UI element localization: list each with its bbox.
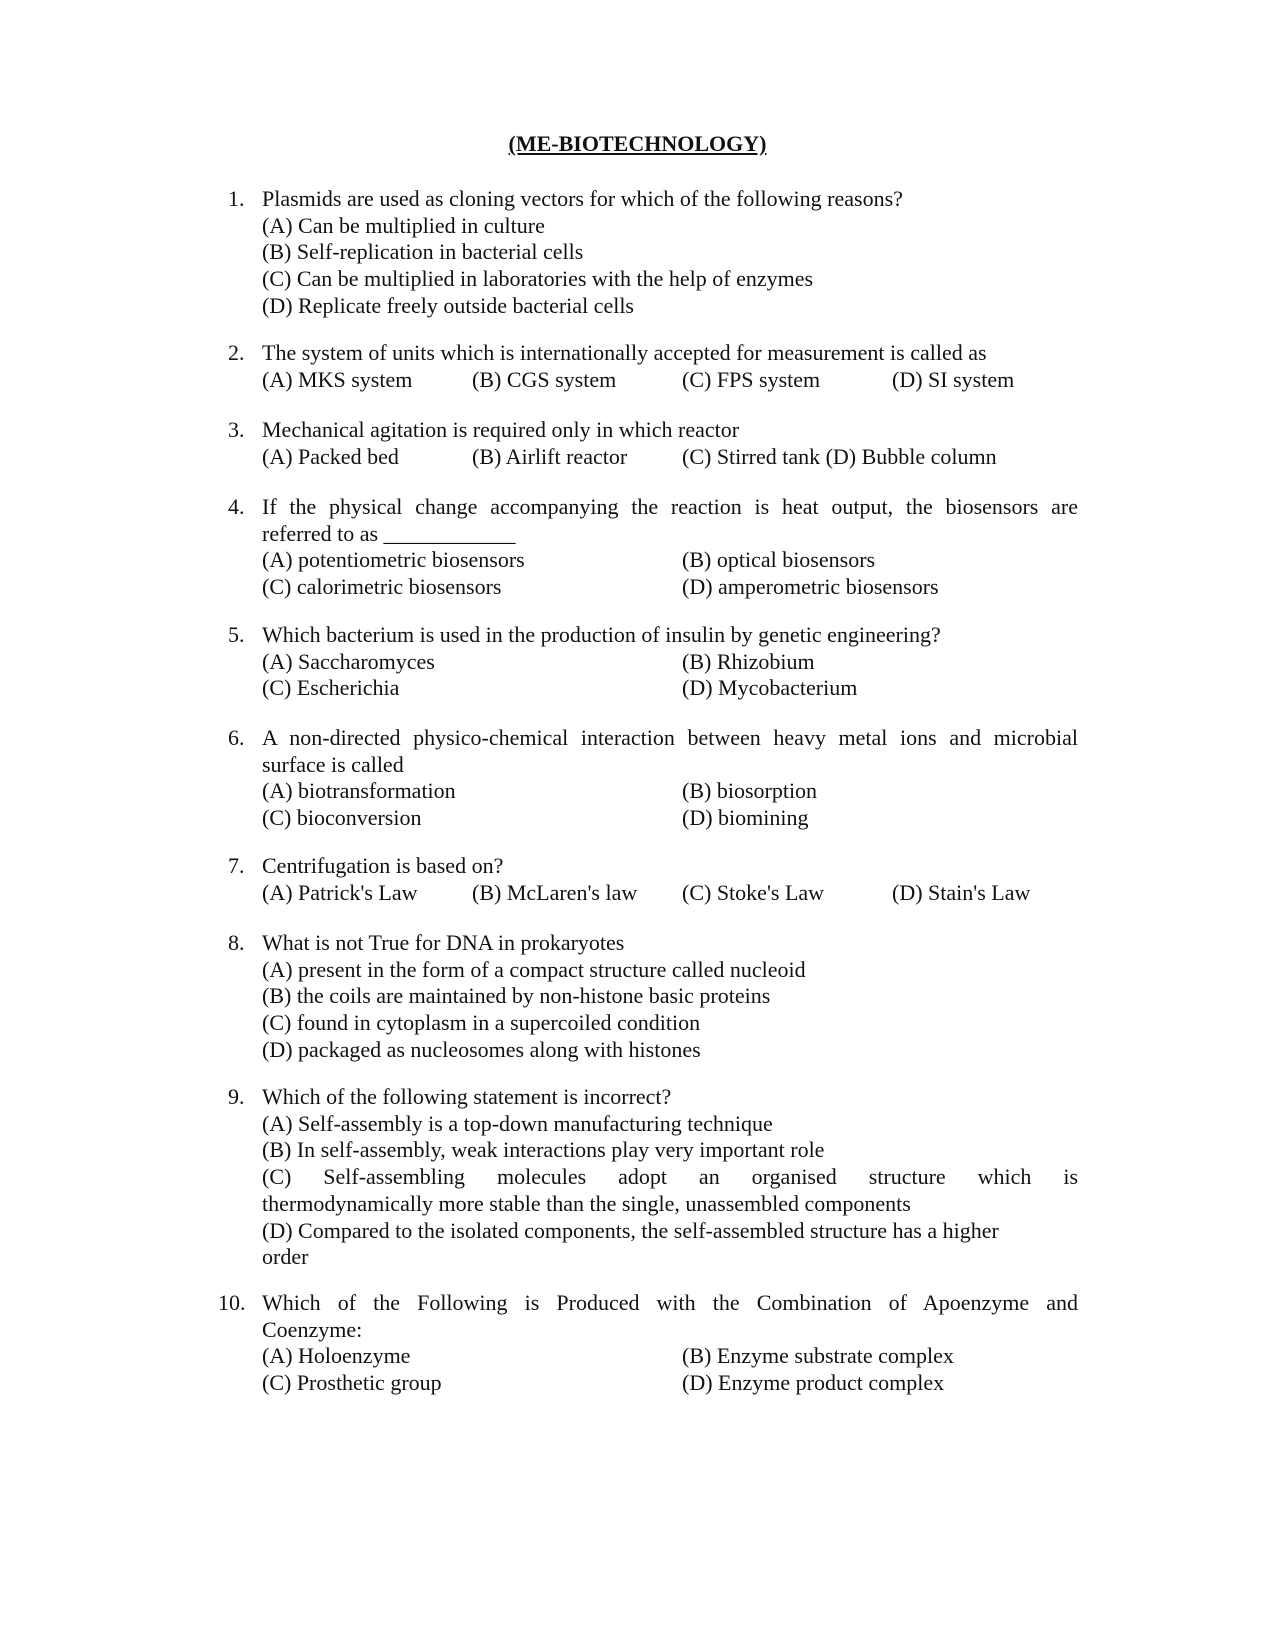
option-c: (C) Can be multiplied in laboratories with the help of enzymes xyxy=(262,266,814,292)
question-number: 6. xyxy=(228,725,245,750)
option-a: (A) present in the form of a compact structure called nucleoid xyxy=(262,956,806,982)
option-b: (B) McLaren's law xyxy=(472,879,638,905)
question-6 xyxy=(228,725,1078,832)
question-number: 1. xyxy=(228,186,245,211)
question-stem: Plasmids are used as cloning vectors for which of the following reasons? xyxy=(262,186,903,211)
option-a: (A) Patrick's Law xyxy=(262,879,418,905)
question-stem-line-2: referred to as ____________ xyxy=(262,520,516,546)
option-d-continued: order xyxy=(262,1244,309,1270)
question-4 xyxy=(228,494,1078,601)
option-b: (B) Rhizobium xyxy=(682,648,815,674)
question-stem: Mechanical agitation is required only in which reactor xyxy=(262,417,740,442)
question-5 xyxy=(228,622,1078,702)
option-a: (A) Self-assembly is a top-down manufacturing technique xyxy=(262,1110,773,1136)
question-number: 2. xyxy=(228,340,245,365)
option-b: (B) In self-assembly, weak interactions play very important role xyxy=(262,1137,825,1163)
question-1 xyxy=(228,186,1078,320)
option-b: (B) Self-replication in bacterial cells xyxy=(262,239,584,265)
page-title: (ME-BIOTECHNOLOGY) xyxy=(508,131,767,156)
option-a: (A) Saccharomyces xyxy=(262,648,435,674)
question-stem: The system of units which is internationally accepted for measurement is called as xyxy=(262,340,987,365)
question-8 xyxy=(228,930,1078,1064)
question-stem-line-1: A non-directed physico-chemical interaction between heavy metal ions and microbial xyxy=(262,725,1078,750)
question-7 xyxy=(228,853,1078,906)
question-3 xyxy=(228,417,1078,470)
question-stem-line-1: Which of the Following is Produced with the Combination of Apoenzyme and xyxy=(262,1290,1078,1315)
option-c: (C) calorimetric biosensors xyxy=(262,574,502,600)
option-c-d: (C) Stirred tank (D) Bubble column xyxy=(682,443,997,469)
question-stem: Centrifugation is based on? xyxy=(262,853,504,878)
option-b: (B) optical biosensors xyxy=(682,547,876,573)
question-stem: What is not True for DNA in prokaryotes xyxy=(262,930,625,955)
option-a: (A) MKS system xyxy=(262,366,413,392)
option-c: (C) Escherichia xyxy=(262,675,400,701)
option-c: (C) found in cytoplasm in a supercoiled condition xyxy=(262,1010,701,1036)
question-number: 5. xyxy=(228,622,245,647)
option-c: (C) Prosthetic group xyxy=(262,1370,442,1396)
option-c: (C) bioconversion xyxy=(262,805,422,831)
question-number: 4. xyxy=(228,494,245,519)
question-number: 8. xyxy=(228,930,245,955)
option-c: (C) Self-assembling molecules adopt an organised structure which is xyxy=(262,1164,1078,1190)
question-stem-line-2: surface is called xyxy=(262,751,404,777)
option-a: (A) biotransformation xyxy=(262,778,456,804)
option-a: (A) Packed bed xyxy=(262,443,399,469)
option-b: (B) the coils are maintained by non-histone basic proteins xyxy=(262,983,771,1009)
option-d: (D) Enzyme product complex xyxy=(682,1370,945,1396)
question-number: 9. xyxy=(228,1084,245,1109)
option-c-continued: thermodynamically more stable than the single, unassembled components xyxy=(262,1190,911,1216)
option-b: (B) Enzyme substrate complex xyxy=(682,1343,954,1369)
option-a: (A) Holoenzyme xyxy=(262,1343,411,1369)
question-stem-line-2: Coenzyme: xyxy=(262,1316,363,1342)
option-d: (D) Replicate freely outside bacterial cells xyxy=(262,292,634,318)
question-number: 7. xyxy=(228,853,245,878)
option-b: (B) CGS system xyxy=(472,366,617,392)
question-stem-line-1: If the physical change accompanying the reaction is heat output, the biosensors are xyxy=(262,494,1078,519)
question-stem: Which of the following statement is incorrect? xyxy=(262,1084,672,1109)
question-9 xyxy=(228,1084,1078,1271)
option-d: (D) Compared to the isolated components, the self-assembled structure has a higher xyxy=(262,1217,999,1243)
option-a: (A) Can be multiplied in culture xyxy=(262,212,545,238)
question-10 xyxy=(218,1290,1078,1397)
question-number: 3. xyxy=(228,417,245,442)
option-c: (C) FPS system xyxy=(682,366,821,392)
option-d: (D) packaged as nucleosomes along with histones xyxy=(262,1036,701,1062)
option-d: (D) Mycobacterium xyxy=(682,675,858,701)
option-d: (D) biomining xyxy=(682,805,809,831)
option-b: (B) biosorption xyxy=(682,778,818,804)
question-2 xyxy=(228,340,1078,393)
option-d: (D) SI system xyxy=(892,366,1015,392)
option-b: (B) Airlift reactor xyxy=(472,443,628,469)
option-a: (A) potentiometric biosensors xyxy=(262,547,525,573)
option-c: (C) Stoke's Law xyxy=(682,879,825,905)
question-stem: Which bacterium is used in the production of insulin by genetic engineering? xyxy=(262,622,941,647)
option-d: (D) Stain's Law xyxy=(892,879,1031,905)
question-number: 10. xyxy=(218,1290,246,1315)
option-d: (D) amperometric biosensors xyxy=(682,574,939,600)
